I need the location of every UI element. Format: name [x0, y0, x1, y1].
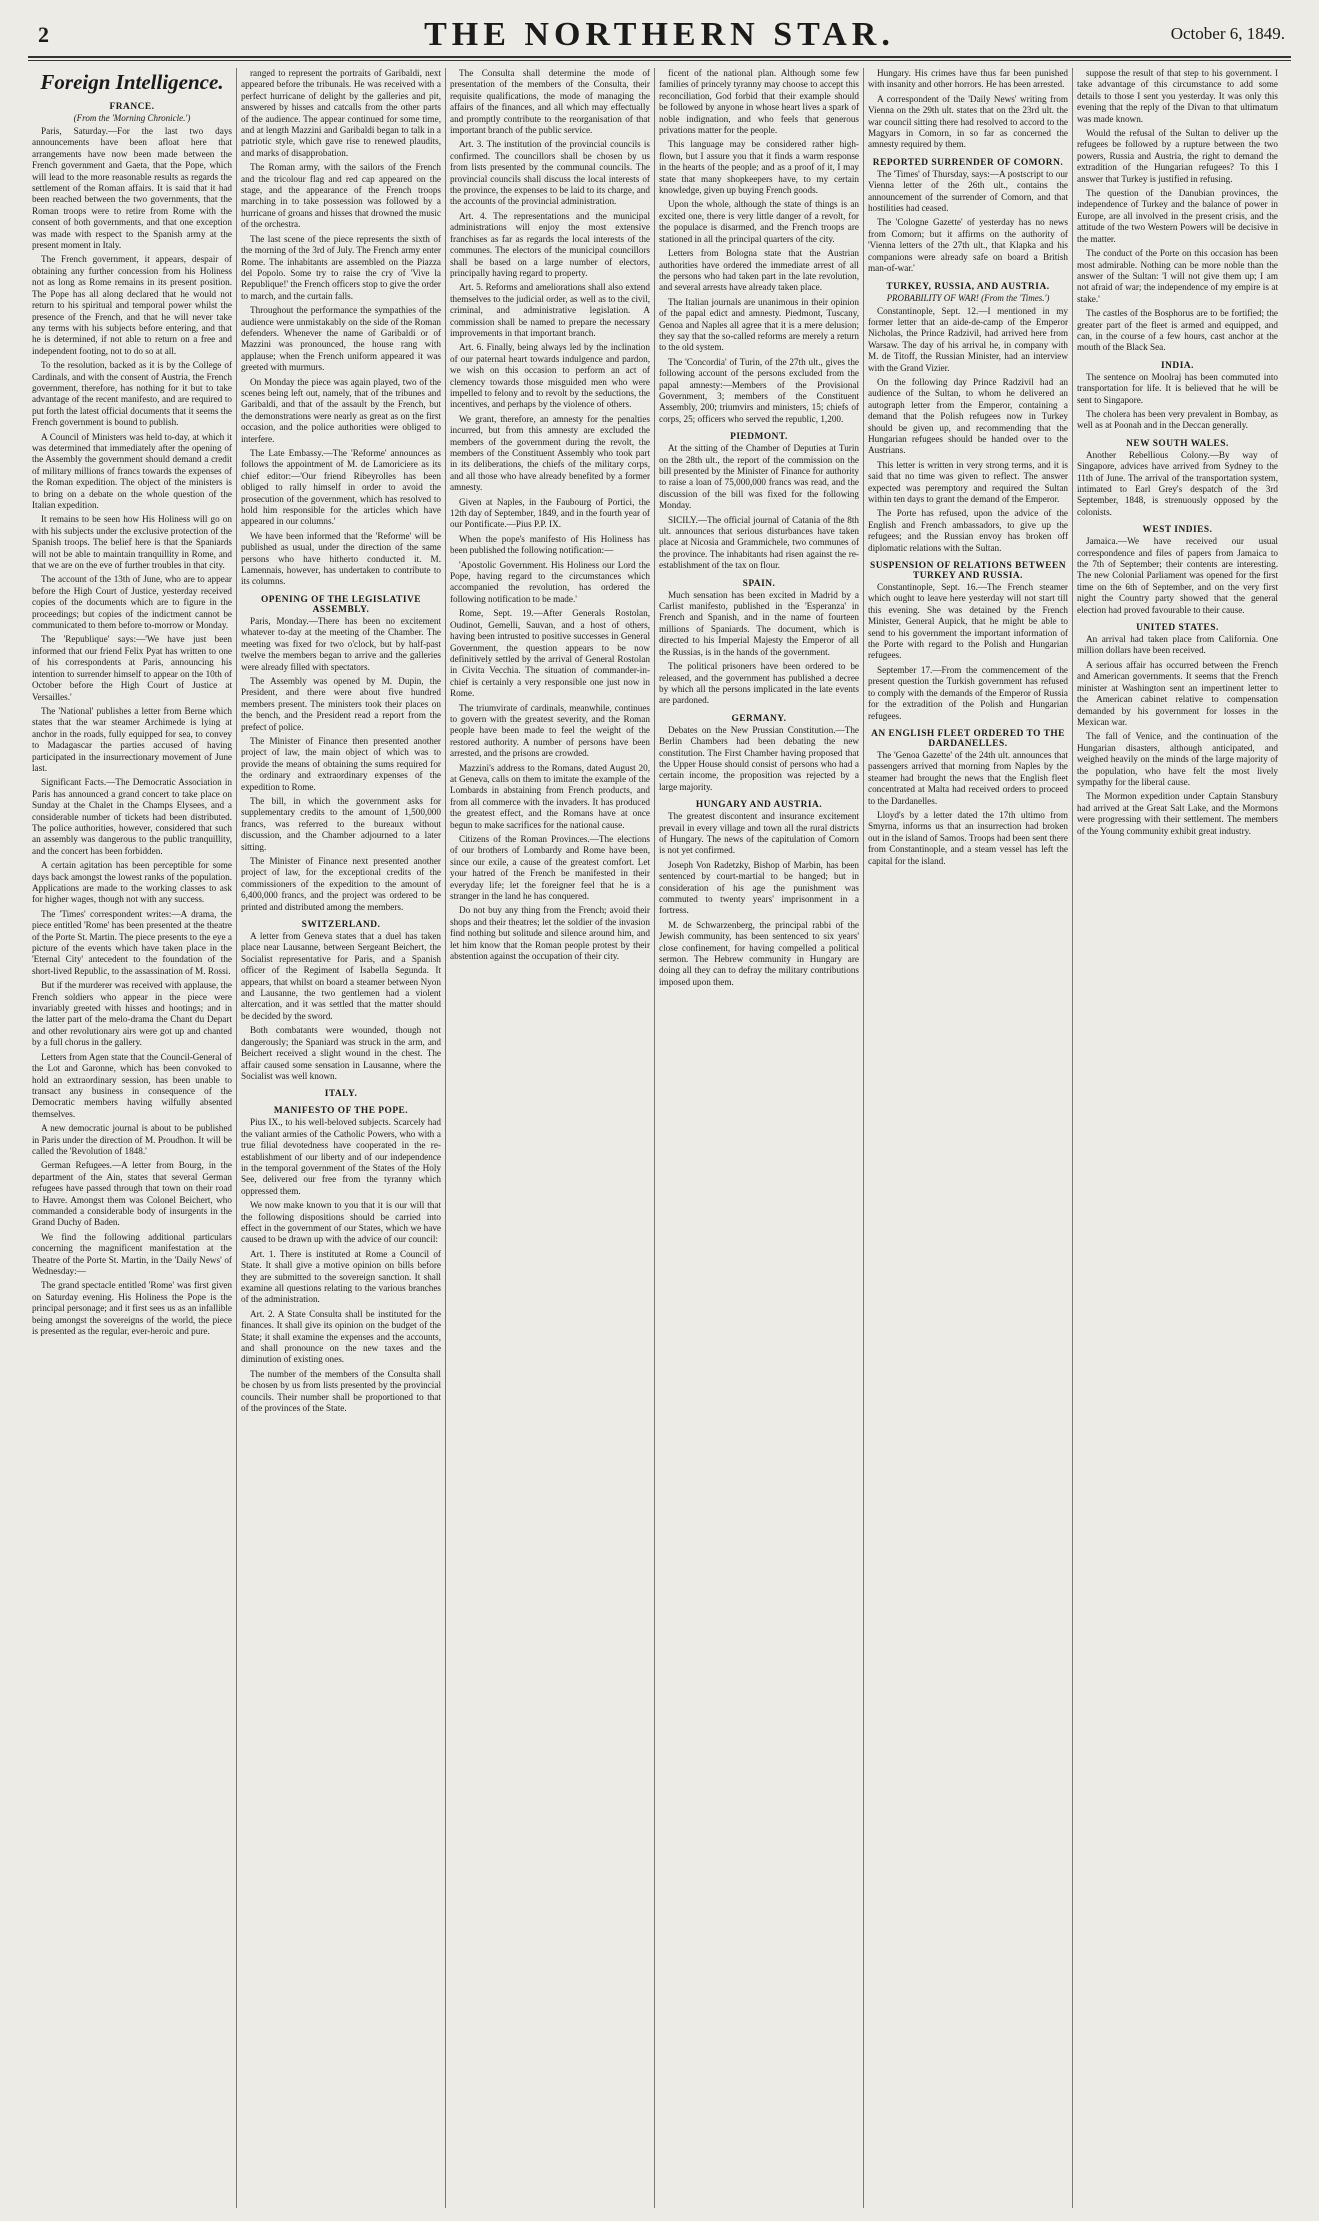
- article-paragraph: A correspondent of the 'Daily News' writing from Vienna on the 29th ult. states that on the 23rd ult. the war council sitting there had resolved to accord to the Magyars in Comorn, in so far as concerned the amnesty required by them.: [868, 93, 1068, 150]
- article-paragraph: Art. 5. Reforms and ameliorations shall also extend themselves to the judicial order, as well as to the civil, criminal, and administrative legislation. A commission shall be named to prepare the necessary improvements in that important branch.: [450, 282, 650, 338]
- article-paragraph: Paris, Monday.—There has been no excitement whatever to-day at the meeting of the Chamber. The meeting was fixed for two o'clock, but by half-past twelve the members began to arrive and the galleries were already filled with spectators.: [241, 615, 441, 672]
- article-paragraph: The 'Cologne Gazette' of yesterday has no news from Comorn; but it affirms on the authority of 'Vienna letters of the 27th ult., that Klapka and his companions were already safe on board a British man-of-war.': [868, 217, 1068, 274]
- article-paragraph: Hungary. His crimes have thus far been punished with insanity and other horrors. He has been arrested.: [868, 68, 1068, 90]
- article-paragraph: Debates on the New Prussian Constitution.—The Berlin Chambers had been debating the new constitution. The First Chamber having proposed that the Upper House should consist of persons who had a certain income, the proposition was rejected by a large majority.: [659, 724, 859, 792]
- article-paragraph: The account of the 13th of June, who are to appear before the High Court of Justice, yesterday received copies of the documents which are to figure in the proceedings; but copies of the indictment cannot be communicated to them before to-morrow or Monday.: [32, 574, 232, 631]
- masthead-rule-thin: [28, 60, 1291, 61]
- masthead: [28, 14, 1291, 54]
- article-headline: HUNGARY AND AUSTRIA.: [695, 800, 823, 811]
- article-paragraph: The grand spectacle entitled 'Rome' was first given on Saturday evening. His Holiness the Pope is the principal personage; and it first sees us as an infallible being amongst the sovereigns of the world, the piece is presented as the regular, ever-heroic and pure.: [32, 1280, 232, 1337]
- article-headline: TURKEY, RUSSIA, AND AUSTRIA.: [886, 281, 1050, 292]
- article-paragraph: The conduct of the Porte on this occasion has been most admirable. Nothing can be more noble than the answer of the Sultan: 'I will not give them up; I am not afraid of war; the independence of my empire is at stake.': [1077, 248, 1278, 304]
- article-paragraph: The Consulta shall determine the mode of presentation of the members of the Consulta, their requisite qualifications, the mode of managing the affairs of the finances, and all which may effectually and promptly contribute to the reorganisation of that important branch of the public service.: [450, 68, 650, 136]
- article-paragraph: The Minister of Finance next presented another project of law, for the exceptional credits of the commissioners of the expedition to the amount of 6,400,000 francs, and the project was ordered to be printed and distributed among the members.: [241, 856, 441, 912]
- article-paragraph: At the sitting of the Chamber of Deputies at Turin on the 28th ult., the report of the commission on the bill presented by the Minister of Finance for authority to raise a loan of 75,000,000 francs was read, and the discussion of the bill was fixed for the following Monday.: [659, 443, 859, 511]
- article-paragraph: suppose the result of that step to his government. I take advantage of this circumstance to add some details to those I sent you yesterday. It was only this evening that the reply of the Divan to that ultimatum was made known.: [1077, 68, 1278, 124]
- article-headline: FRANCE.: [109, 102, 155, 112]
- article-paragraph: Significant Facts.—The Democratic Association in Paris has announced a grand concert to take place on Sunday at the Chalet in the Champs Elysees, and a considerable number of tickets had been distributed. The police authorities, however, considered that such an assembly was dangerous to the public tranquillity, and the concert has been forbidden.: [32, 777, 232, 856]
- article-paragraph: This letter is written in very strong terms, and it is said that no time was given to reflect. The answer expected was peremptory and required the Sultan within ten days to grant the demand of the Emperor.: [868, 459, 1068, 504]
- article-paragraph: The number of the members of the Consulta shall be chosen by us from lists presented by the provincial councils. Their number shall be proportioned to that of the provinces of the State.: [241, 1368, 441, 1414]
- article-paragraph: We now make known to you that it is our will that the following dispositions should be carried into effect in the government of our States, which we have caused to be drawn up with the advice of our council:: [241, 1200, 441, 1245]
- article-paragraph: The Italian journals are unanimous in their opinion of the papal edict and amnesty. Piedmont, Tuscany, Genoa and Naples all agree that it is a mere delusion; they say that the so-called reforms are merely a return to the old system.: [659, 296, 859, 353]
- article-paragraph: Upon the whole, although the state of things is an excited one, there is very little danger of a revolt, for the populace is disarmed, and the French troops are stationed in all the principal quarters of the city.: [659, 199, 859, 244]
- article-paragraph: Jamaica.—We have received our usual correspondence and files of papers from Jamaica to the 7th of September; their contents are interesting. The new Colonial Parliament was opened for the first time on the 6th of September, and on the very first night the Country party showed that the general election had proved favourable to their cause.: [1077, 536, 1278, 615]
- article-paragraph: The cholera has been very prevalent in Bombay, as well as at Poonah and in the Deccan generally.: [1077, 408, 1278, 431]
- article-paragraph: A certain agitation has been perceptible for some days back amongst the lowest ranks of the population. Applications are made to the working classes to ask for higher wages, though not with any success.: [32, 860, 232, 905]
- article-headline: OPENING OF THE LEGISLATIVE ASSEMBLY.: [261, 594, 421, 615]
- article-paragraph: The Assembly was opened by M. Dupin, the President, and there were about five hundred members present. The ministers took their places on the bench, and the President read a report from the prefect of police.: [241, 675, 441, 732]
- article-headline: REPORTED SURRENDER OF COMORN.: [872, 157, 1064, 168]
- article-headline: ITALY.: [324, 1089, 358, 1100]
- article-columns: [28, 68, 1291, 2208]
- article-paragraph: The Minister of Finance then presented another project of law, the main object of which was to provide the means of obtaining the sums required for the ordinary and extraordinary expenses of the expedition to Rome.: [241, 735, 441, 792]
- column-5: [864, 68, 1073, 2208]
- article-paragraph: A letter from Geneva states that a duel has taken place near Lausanne, between Sergeant Beichert, the Socialist representative for Paris, and a Spanish officer of the Regiment of Isabella Segunda. It appears, that whilst on board a steamer between Nyon and Lausanne, the two gentlemen had a violent altercation, and it was settled that the matter should be decided by the sword.: [241, 931, 441, 1021]
- article-paragraph: The greatest discontent and insurance excitement prevail in every village and town all the rural districts of Hungary. The news of the capitulation of Comorn is not yet confirmed.: [659, 811, 859, 856]
- article-paragraph: Art. 6. Finally, being always led by the inclination of our paternal heart towards indulgence and pardon, we wish on this occasion to perform an act of clemency towards those misguided men who were impelled to felony and to revolt by the seductions, the incentives, and perhaps by the violence of others.: [450, 342, 650, 410]
- article-paragraph: Throughout the performance the sympathies of the audience were unmistakably on the side of the Roman defenders. Whenever the name of Garibaldi or of Mazzini was pronounced, the house rang with applause; when the French uniform appeared it was greeted with murmurs.: [241, 305, 441, 373]
- article-headline: PIEDMONT.: [730, 432, 788, 443]
- newspaper-title: THE NORTHERN STAR.: [424, 16, 895, 53]
- article-paragraph: We grant, therefore, an amnesty for the penalties incurred, but from this amnesty are excluded the members of the government during the revolt, the members of the Constituent Assembly who took part in its deliberations, the chiefs of the military corps, and all those who have already benefited by a former amnesty.: [450, 413, 650, 493]
- article-paragraph: But if the murderer was received with applause, the French soldiers who appear in the piece were invariably greeted with hisses and hootings; and in the latter part of the melo-drama the Chant du Depart and other revolutionary airs were got up and chanted by a full chorus in the gallery.: [32, 980, 232, 1048]
- article-paragraph: German Refugees.—A letter from Bourg, in the department of the Ain, states that several German refugees have passed through that town on their road to Havre. Amongst them was Colonel Beichert, who commanded a considerable body of insurgents in the Grand Duchy of Baden.: [32, 1160, 232, 1228]
- article-paragraph: The Roman army, with the sailors of the French and the tricolour flag and red cap appeared on the stage, and the appearance of the French troops marching in to take possession was followed by a hurricane of groans and hisses that drowned the music of the orchestra.: [241, 162, 441, 230]
- article-paragraph: Do not buy any thing from the French; avoid their shops and their theatres; let the soldier of the invasion find nothing but solitude and silence around him, and let him know that the Roman people protest by their abstention against the occupation of their city.: [450, 905, 650, 962]
- article-paragraph: This language may be considered rather high-flown, but I assure you that it finds a warm response in the hearts of the people; and as a proof of it, I may state that many shopkeepers have, to my certain knowledge, given up buying French goods.: [659, 139, 859, 196]
- article-headline: NEW SOUTH WALES.: [1126, 438, 1229, 449]
- article-paragraph: The last scene of the piece represents the sixth of the morning of the 3rd of July. The French army enter Rome. The inhabitants are assembled on the Piazza del Popolo. Some try to raise the cry of 'Vive la Republique!' the French officers stop to give the order to march, and the curtain falls.: [241, 233, 441, 301]
- section-heading: Foreign Intelligence.: [40, 70, 224, 94]
- article-paragraph: The Late Embassy.—The 'Reforme' announces as follows the appointment of M. de Lamoriciere as its chief editor:—'Our friend Ribeyrolles has been obliged to rally himself in order to avoid the prosecution of the government, which has resolved to hold him responsible for the articles which have appeared in our columns.': [241, 448, 441, 527]
- article-paragraph: Art. 4. The representations and the municipal administrations will enjoy the most extensive franchises as far as regards the local interests of the communes. The electors of the municipal councillors shall be based on a large number of electors, principally having regard to property.: [450, 210, 650, 278]
- article-paragraph: The Mormon expedition under Captain Stansbury had arrived at the Great Salt Lake, and the Mormons were progressing with their settlement. The members of the Young community exhibit great industry.: [1077, 791, 1278, 836]
- issue-date: October 6, 1849.: [1170, 24, 1285, 43]
- article-headline: GERMANY.: [731, 713, 787, 724]
- article-paragraph: Art. 1. There is instituted at Rome a Council of State. It shall give a motive opinion on bills before they are submitted to the sovereign sanction. It shall examine all questions relating to the various branches of the administration.: [241, 1248, 441, 1305]
- article-paragraph: The sentence on Moolraj has been commuted into transportation for life. It is believed that he will be sent to Singapore.: [1077, 371, 1278, 405]
- article-headline: WEST INDIES.: [1142, 525, 1213, 536]
- column-2: [237, 68, 446, 2208]
- article-paragraph: Mazzini's address to the Romans, dated August 20, at Geneva, calls on them to imitate the example of the Lombards in abstaining from French products, and from all commerce with the invaders. It has produced the greatest effect, and the Romans have at once begun to make sacrifices for the national cause.: [450, 762, 650, 830]
- article-paragraph: 'Apostolic Government. His Holiness our Lord the Pope, having regard to the circumstances which accompanied the revolution, has ordered the following notification to be made.': [450, 559, 650, 604]
- article-paragraph: Both combatants were wounded, though not dangerously; the Spaniard was struck in the arm, and Beichert received a slight wound in the chest. The affair caused some sensation in Lausanne, where the Socialist was well known.: [241, 1025, 441, 1081]
- column-6: [1073, 68, 1282, 2208]
- article-paragraph: We find the following additional particulars concerning the magnificent manifestation at the Theatre of the Porte St. Martin, in the 'Daily News' of Wednesday:—: [32, 1231, 232, 1276]
- article-paragraph: The 'Concordia' of Turin, of the 27th ult., gives the following account of the persons excluded from the papal amnesty:—Members of the Provisional Government, 3; members of the Constituent Assembly, 200; triumvirs and ministers, 15; chiefs of corps, 25; officers who served the republic, 1,200.: [659, 356, 859, 424]
- article-paragraph: It remains to be seen how His Holiness will go on with his subjects under the exclusive protection of the Spanish troops. The belief here is that the Spaniards will not be able to maintain tranquillity in Rome, and that we are on the eve of further troubles in that city.: [32, 514, 232, 571]
- article-paragraph: Given at Naples, in the Faubourg of Portici, the 12th day of September, 1849, and in the fourth year of our Pontificate.—Pius P.P. IX.: [450, 496, 650, 530]
- article-paragraph: Would the refusal of the Sultan to deliver up the refugees be followed by a rupture between the two powers, Russia and Austria, the right to demand the extradition of the Hungarian refugees? To this I answer that Turkey is justified in refusing.: [1077, 128, 1278, 184]
- article-paragraph: The triumvirate of cardinals, meanwhile, continues to govern with the greatest severity, and the Roman people have been made to feel the weight of the restored authority. A number of persons have been arrested, and the prisons are crowded.: [450, 702, 650, 759]
- article-paragraph: The castles of the Bosphorus are to be fortified; the greater part of the fleet is armed and equipped, and can, in the course of a few hours, cast anchor at the mouth of the Black Sea.: [1077, 308, 1278, 353]
- article-paragraph: An arrival had taken place from California. One million dollars have been received.: [1077, 634, 1278, 656]
- masthead-rule: [28, 56, 1291, 58]
- article-paragraph: The question of the Danubian provinces, the independence of Turkey and the balance of power in Europe, are all involved in the present crisis, and the attitude of the two Western Powers will be decisive in the matter.: [1077, 188, 1278, 244]
- article-paragraph: Joseph Von Radetzky, Bishop of Marbin, has been sentenced by court-martial to be hanged; but in consideration of his age the punishment was commuted to twenty years' imprisonment in a fortress.: [659, 859, 859, 916]
- article-paragraph: M. de Schwarzenberg, the principal rabbi of the Jewish community, has been sentenced to six years' close confinement, for having compelled a political sermon. The Hebrew community in Hungary are doing all they can to defray the military contributions imposed upon them.: [659, 919, 859, 987]
- article-paragraph: ranged to represent the portraits of Garibaldi, next appeared before the tribunals. He was received with a perfect hurricane of delight by the galleries and pit, answered by hisses and catcalls from the other parts of the audience. The appear continued for some time, and at length Mazzini and Garibaldi began to talk in a patriotic style, which gave rise to renewed plaudits, and marks of disapprobation.: [241, 68, 441, 158]
- article-paragraph: The Porte has refused, upon the advice of the English and French ambassadors, to give up the refugees; and the Russian envoy has broken off diplomatic relations with the Sultan.: [868, 508, 1068, 553]
- article-paragraph: The 'Times' of Thursday, says:—A postscript to our Vienna letter of the 26th ult., contains the announcement of the surrender of Comorn, and that hostilities had ceased.: [868, 168, 1068, 214]
- article-paragraph: A serious affair has occurred between the French and American governments. It seems that the French minister at Washington sent an impertinent letter to the American cabinet relative to compensation demanded by his government for losses in the Mexican war.: [1077, 659, 1278, 727]
- article-paragraph: We have been informed that the 'Reforme' will be published as usual, under the direction of the same persons who have hitherto conducted it. M. Lamennais, however, has undertaken to contribute to its columns.: [241, 530, 441, 587]
- article-paragraph: Constantinople, Sept. 16.—The French steamer which ought to leave here yesterday will not start till this evening. She was detained by the French Minister, General Aupick, that he might be able to send to his government the important information of the Porte with regard to the Polish and Hungarian refugees.: [868, 582, 1068, 661]
- article-paragraph: The French government, it appears, despair of obtaining any further concession from his Holiness not as long as Rome remains in its present position. The Pope has all along declared that he would not return to his spiritual and temporal power whilst the presence of the French, and that he will never take any terms with his subjects before entering, and that he is determined, if not able to return on a free and independent footing, not to do so at all.: [32, 254, 232, 356]
- article-paragraph: Much sensation has been excited in Madrid by a Carlist manifesto, published in the 'Esperanza' in French and Spanish, and in the name of fourteen millions of Spaniards. The document, which is directed to his Imperial Majesty the Emperor of all the Russias, is in the hands of the government.: [659, 589, 859, 657]
- article-paragraph: September 17.—From the commencement of the present question the Turkish government has refused to comply with the demands of the Emperor of Russia for the extradition of the Polish and Hungarian refugees.: [868, 664, 1068, 721]
- article-paragraph: Pius IX., to his well-beloved subjects. Scarcely had the valiant armies of the Catholic Powers, who with a true filial devotedness have cooperated in the re-establishment of our liberty and of our independence in the temporal government of the States of the Holy See, delivered our free from the tyranny which oppressed them.: [241, 1117, 441, 1196]
- article-headline: SWITZERLAND.: [301, 920, 381, 931]
- column-1: [28, 68, 237, 2208]
- article-paragraph: SICILY.—The official journal of Catania of the 8th ult. announces that serious disturbances have taken place at Nicosia and Grammichele, two communes of the province. The inhabitants had risen against the re-establishment of the tax on flour.: [659, 514, 859, 571]
- article-paragraph: The 'Times' correspondent writes:—A drama, the piece entitled 'Rome' has been presented at the theatre of the Porte St. Martin. The piece presents to the eye a picture of the events which have taken place in the 'Eternal City' antecedent to the foundation of the short-lived Republic, to the assassination of M. Rossi.: [32, 908, 232, 976]
- article-subhead: (From the 'Morning Chronicle.'): [73, 113, 191, 123]
- article-paragraph: A Council of Ministers was held to-day, at which it was determined that immediately after the opening of the Assembly the government should demand a credit of military millions of francs towards the expenses of the Roman expedition. The object of the ministers is to bring on a debate on the whole question of the Italian expedition.: [32, 431, 232, 510]
- article-headline: AN ENGLISH FLEET ORDERED TO THE DARDANELLES.: [871, 728, 1065, 749]
- article-paragraph: To the resolution, backed as it is by the College of Cardinals, and with the consent of Austria, the French government, therefore, has nothing for it but to take advantage of the recent manifesto, and are required to put forth the latest official documents that it seems the French government is bound to publish.: [32, 360, 232, 428]
- article-paragraph: The political prisoners have been ordered to be released, and the government has published a decree by which all the persons implicated in the late events are pardoned.: [659, 661, 859, 706]
- article-headline: SPAIN.: [742, 578, 776, 589]
- article-paragraph: Constantinople, Sept. 12.—I mentioned in my former letter that an aide-de-camp of the Emperor Nicholas, the Prince Radzivil, had arrived here from Warsaw. The day of his arrival he, in company with M. de Titoff, the Russian Minister, had an interview with the Grand Vizier.: [868, 305, 1068, 373]
- article-paragraph: Art. 3. The institution of the provincial councils is confirmed. The councillors shall be chosen by us from lists presented by the communal councils. The provincial councils shall discuss the local interests of the province, the expenses to be laid to its charge, and the accounts of the provincial administration.: [450, 139, 650, 207]
- column-3: [446, 68, 655, 2208]
- article-paragraph: The 'Republique' says:—'We have just been informed that our friend Felix Pyat has written to one of his correspondents at Paris, announcing his intention to surrender himself to appear on the 10th of October before the High Court of Justice at Versailles.': [32, 634, 232, 702]
- article-paragraph: Lloyd's by a letter dated the 17th ultimo from Smyrna, informs us that an insurrection had broken out in the island of Samos. Troops had been sent there from Constantinople, and a steam vessel has left the capital for the island.: [868, 809, 1068, 866]
- article-headline: MANIFESTO OF THE POPE.: [273, 1106, 409, 1117]
- article-headline: UNITED STATES.: [1136, 623, 1219, 634]
- article-headline: INDIA.: [1161, 360, 1194, 371]
- article-paragraph: When the pope's manifesto of His Holiness has been published the following notification:—: [450, 533, 650, 556]
- article-paragraph: Letters from Agen state that the Council-General of the Lot and Garonne, which has been convoked to hold an extraordinary session, has been unable to transact any business in consequence of the Democratic members having wilfully absented themselves.: [32, 1051, 232, 1119]
- article-headline: SUSPENSION OF RELATIONS BETWEEN TURKEY AND RUSSIA.: [869, 561, 1066, 582]
- article-paragraph: Rome, Sept. 19.—After Generals Rostolan, Oudinot, Gemelli, Sauvan, and a host of others, having been intrusted to positive successes in General Government, the question appears to be now definitively settled by the arrival of General Rostolan in Civita Vecchia. The situation of commander-in-chief is certainly a very responsible one just now in Rome.: [450, 608, 650, 699]
- article-paragraph: On Monday the piece was again played, two of the scenes being left out, namely, that of the tribunes and Garibaldi, and that of the assault by the French, but the demonstrations were nearly as great as on the first occasion, and the police authorities were obliged to interfere.: [241, 376, 441, 444]
- page-number: 2: [38, 22, 49, 47]
- column-4: [655, 68, 864, 2208]
- article-paragraph: ficent of the national plan. Although some few families of princely tyranny may choose to accept this reconciliation, God forbid that their example should be followed by anyone in whose heart lives a spark of noble indignation, and who feels that generous privations matter for the people.: [659, 68, 859, 136]
- article-paragraph: Art. 2. A State Consulta shall be instituted for the finances. It shall give its opinion on the budget of the State; it shall examine the expenses and the accounts, and shall pronounce on the new taxes and the diminution of existing ones.: [241, 1308, 441, 1365]
- article-paragraph: The 'National' publishes a letter from Berne which states that the war steamer Archimede is lying at anchor in the roads, fully equipped for sea, to convey to Madagascar the parties accused of having participated in the insurrectionary movement of June last.: [32, 705, 232, 773]
- article-paragraph: On the following day Prince Radzivil had an audience of the Sultan, to whom he delivered an autograph letter from the Emperor, containing a demand that the Polish refugees now in Turkey should be given up, and recommending that the Hungarian refugees should be handed over to the Austrians.: [868, 376, 1068, 456]
- article-paragraph: A new democratic journal is about to be published in Paris under the direction of M. Proudhon. It will be called the 'Revolution of 1848.': [32, 1123, 232, 1156]
- article-paragraph: The bill, in which the government asks for supplementary credits to the amount of 1,500,000 francs, was referred to the bureaux without discussion, and the Chamber adjourned to a later sitting.: [241, 795, 441, 852]
- article-paragraph: Letters from Bologna state that the Austrian authorities have ordered the immediate arrest of all the persons who had taken part in the late revolution, and several arrests have already taken place.: [659, 248, 859, 293]
- article-paragraph: The fall of Venice, and the continuation of the Hungarian disasters, although anticipated, and weighed heavily on the minds of the large majority of the population, who have felt the most lively sympathy for the liberal cause.: [1077, 731, 1278, 787]
- article-paragraph: The 'Genoa Gazette' of the 24th ult. announces that passengers arrived that morning from Naples by the steamer had brought the news that the English fleet concentrated at Malta had received orders to proceed to the Dardanelles.: [868, 749, 1068, 806]
- article-paragraph: Paris, Saturday.—For the last two days announcements have been afloat here that arrangements have now been made between the French government and Gaeta, that the Pope, which will lead to the more reasonable results as regards the settlement of the Roman affairs. It is said that it had been reached between the two governments, that the Roman troops were to retire from Rome with the consent of both governments, and that one exception was made with respect to the Spanish army at the present moment in Italy.: [32, 126, 232, 251]
- article-paragraph: Another Rebellious Colony.—By way of Singapore, advices have arrived from Sydney to the 11th of June. The arrival of the transportation system, intimated to Earl Grey's despatch of the 3rd September, 1848, is strenuously opposed by the colonists.: [1077, 449, 1278, 517]
- article-subhead: PROBABILITY OF WAR! (From the 'Times.'): [886, 292, 1050, 303]
- article-paragraph: Citizens of the Roman Provinces.—The elections of our brothers of Lombardy and Rome have been, since our exile, a cause of the greatest comfort. Let your hatred of the French be manifested in their everyday life; let the foreigner feel that he is a stranger in the land he has conquered.: [450, 834, 650, 902]
